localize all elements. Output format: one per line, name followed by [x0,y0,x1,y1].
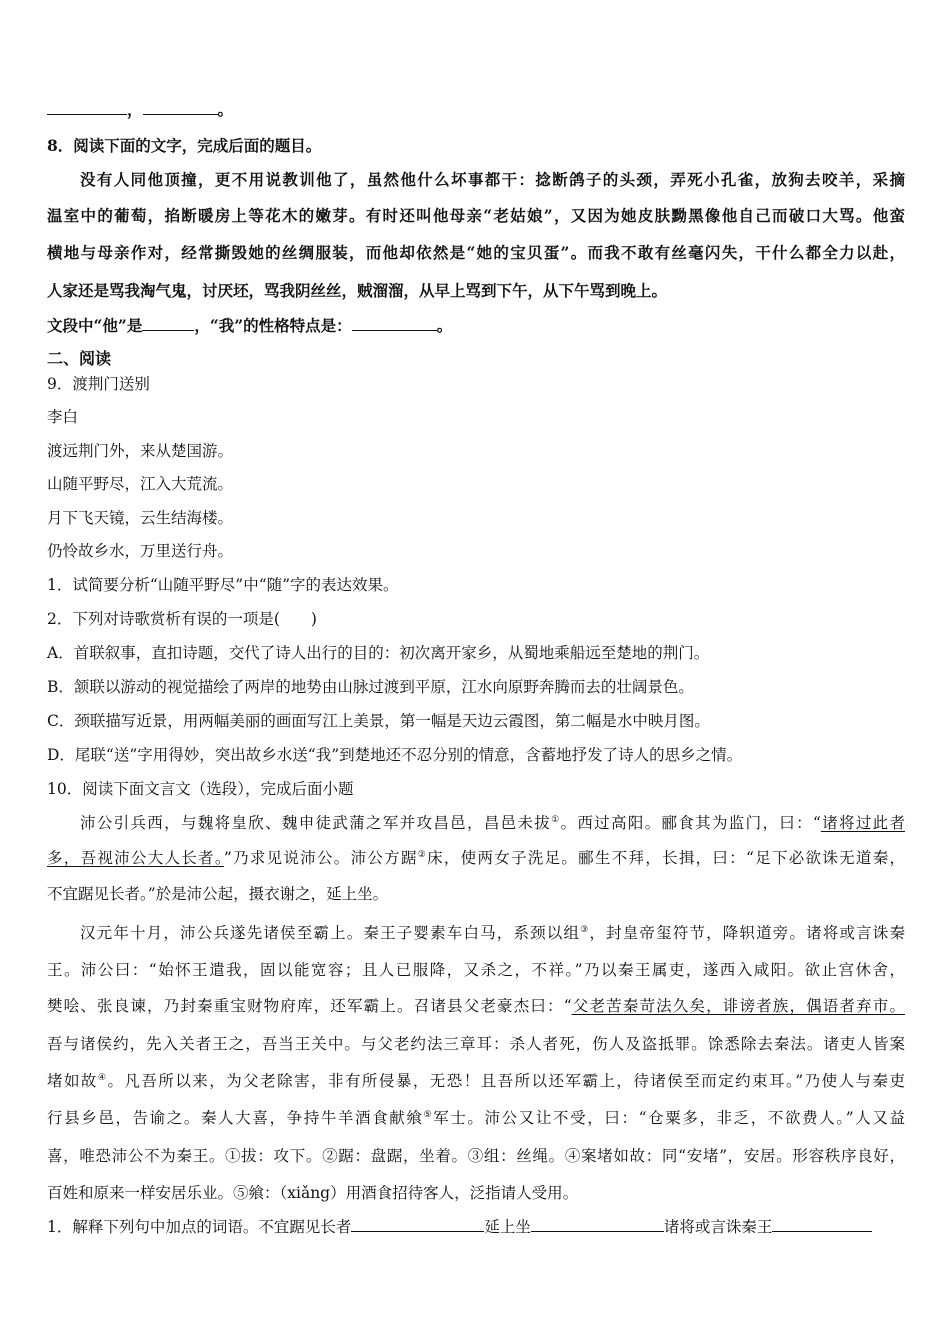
q8-passage-line: 横地与母亲作对，经常撕毁她的丝绸服装，而他却依然是“她的宝贝蛋”。而我不敢有丝毫闪失，干什么都全力以赴， [47,243,905,262]
q10-passage-line: 王。沛公曰：“始怀王遣我，固以能宽容；且人已服降，又杀之，不祥。”乃以秦王属吏，遂西入咸阳。欲止宫休舍， [47,961,905,979]
q8-passage-line: 温室中的葡萄，掐断暖房上等花木的嫩芽。有时还叫他母亲“老姑娘”，又因为她皮肤黝黑像他自己而破口大骂。他蛮 [47,206,905,225]
poem-line: 渡远荆门外，来从楚国游。 [47,442,234,460]
poem-line: 月下飞天镜，云生结海楼。 [47,509,234,527]
passage-text: 堵如故 [47,1072,98,1090]
q10-subquestion-1 [47,1217,872,1237]
subquestion-text: 延上坐 [484,1218,531,1236]
option-d: D．尾联“送”字用得妙，突出故乡水送“我”到楚地还不忍分别的情意，含蓄地抒发了诗人的思乡之情。 [47,746,743,764]
passage-text: ，封皇帝玺符节，降轵道旁。诸将或言诛秦 [589,924,905,942]
q10-passage-line [80,813,905,833]
q10-heading: 10．阅读下面文言文（选段），完成后面小题 [47,780,354,798]
q8-question [47,316,452,336]
q8-passage-line: 没有人同他顶撞，更不用说教训他了，虽然他什么坏事都干：捻断鸽子的头颈，弄死小孔雀，放狗去咬羊，采摘 [80,170,905,189]
footnote-marker: ① [551,814,561,825]
passage-text: 樊哙、张良谏，乃封秦重宝财物府库，还军霸上。召诸县父老豪杰曰：“ [47,997,572,1015]
passage-text: 。西过高阳。郦食其为监门，曰：“ [560,814,821,832]
underlined-sentence: 父老苦秦苛法久矣，诽谤者族，偶语者弃市。 [571,997,905,1015]
q9-subquestion-1: 1．试简要分析“山随平野尽”中“随”字的表达效果。 [47,576,399,594]
q8-question-text: ，“我”的性格特点是： [194,316,352,335]
passage-text: 。凡吾所以来，为父老除害，非有所侵暴，无恐！且吾所以还军霸上，待诸侯至而定约束耳。”乃使人与秦吏 [107,1072,905,1090]
answer-blank[interactable] [143,100,218,115]
q9-heading: 9．渡荆门送别 [47,375,150,393]
q10-passage-line: 吾与诸侯约，先入关者王之，吾当王关中。与父老约法三章耳：杀人者死，伤人及盗抵罪。馀悉除去秦法。诸吏人皆案 [47,1035,905,1053]
option-a: A．首联叙事，直扣诗题，交代了诗人出行的目的：初次离开家乡，从蜀地乘船远至楚地的荆门。 [47,644,710,662]
q10-passage-line: 喜，唯恐沛公不为秦王。①拔：攻下。②踞：盘踞，坐着。③组：丝绳。④案堵如故：同“安堵”，安居。形容秩序良好， [47,1147,905,1165]
q10-passage-line [47,996,905,1016]
passage-text: 沛公引兵西，与魏将皇欣、魏申徒武蒲之军并攻昌邑，昌邑未拔 [80,814,552,832]
underlined-sentence: 多，吾视沛公大人长者。 [47,849,224,867]
q10-passage-line [47,1108,905,1128]
footnote-marker: ③ [580,924,590,935]
poem-line: 山随平野尽，江入大荒流。 [47,475,234,493]
q10-passage-line [80,923,905,943]
footnote-marker: ② [417,849,428,860]
q10-passage-line [47,1071,905,1091]
q10-passage-line: 百姓和原来一样安居乐业。⑤飨：（xiǎng）用酒食招待客人，泛指请人受用。 [47,1184,579,1202]
section-heading: 二、阅读 [47,349,112,368]
q10-passage-line: 不宜踞见长者。”於是沛公起，摄衣谢之，延上坐。 [47,885,389,903]
option-b: B．颔联以游动的视觉描绘了两岸的地势由山脉过渡到平原，江水向原野奔腾而去的壮阔景色。 [47,678,694,696]
underlined-sentence: 诸将过此者 [820,814,905,832]
answer-blank[interactable] [772,1217,872,1232]
passage-text: ”乃求见说沛公。沛公方踞 [223,849,418,867]
q8-heading: 8．阅读下面的文字，完成后面的题目。 [47,136,322,155]
answer-blank[interactable] [352,316,437,331]
q8-question-text: 文段中“他”是 [47,316,143,335]
answer-blank[interactable] [142,316,194,331]
passage-text: 床，使两女子洗足。郦生不拜，长揖，曰：“足下必欲诛无道秦， [427,849,905,867]
footnote-marker: ④ [97,1072,108,1083]
option-c: C．颈联描写近景，用两幅美丽的画面写江上美景，第一幅是天边云霞图，第二幅是水中映月图。 [47,712,710,730]
poem-author: 李白 [47,408,79,426]
answer-blank[interactable] [531,1217,664,1232]
punctuation: 。 [436,316,453,335]
q8-passage-line: 人家还是骂我淘气鬼，讨厌坯，骂我阴丝丝，贼溜溜，从早上骂到下午，从下午骂到晚上。 [47,281,668,300]
passage-text: 行县乡邑，告谕之。秦人大喜，争持牛羊酒食献飨 [47,1109,424,1127]
answer-blank[interactable] [351,1217,484,1232]
q9-subquestion-2: 2．下列对诗歌赏析有误的一项是( ) [47,610,317,628]
answer-line-top [47,100,233,120]
footnote-marker: ⑤ [423,1109,434,1120]
q10-passage-line [47,848,905,868]
answer-blank[interactable] [47,100,127,115]
passage-text: 汉元年十月，沛公兵遂先诸侯至霸上。秦王子婴素车白马，系颈以组 [80,924,581,942]
punctuation: 。 [217,100,234,119]
passage-text: 军士。沛公又让不受，曰：“仓粟多，非乏，不欲费人。”人又益 [433,1109,905,1127]
subquestion-text: 诸将或言诛秦王 [663,1218,773,1236]
subquestion-text: 1．解释下列句中加点的词语。不宜踞见长者 [47,1218,352,1236]
poem-line: 仍怜故乡水，万里送行舟。 [47,542,234,560]
punctuation: ， [127,100,143,119]
